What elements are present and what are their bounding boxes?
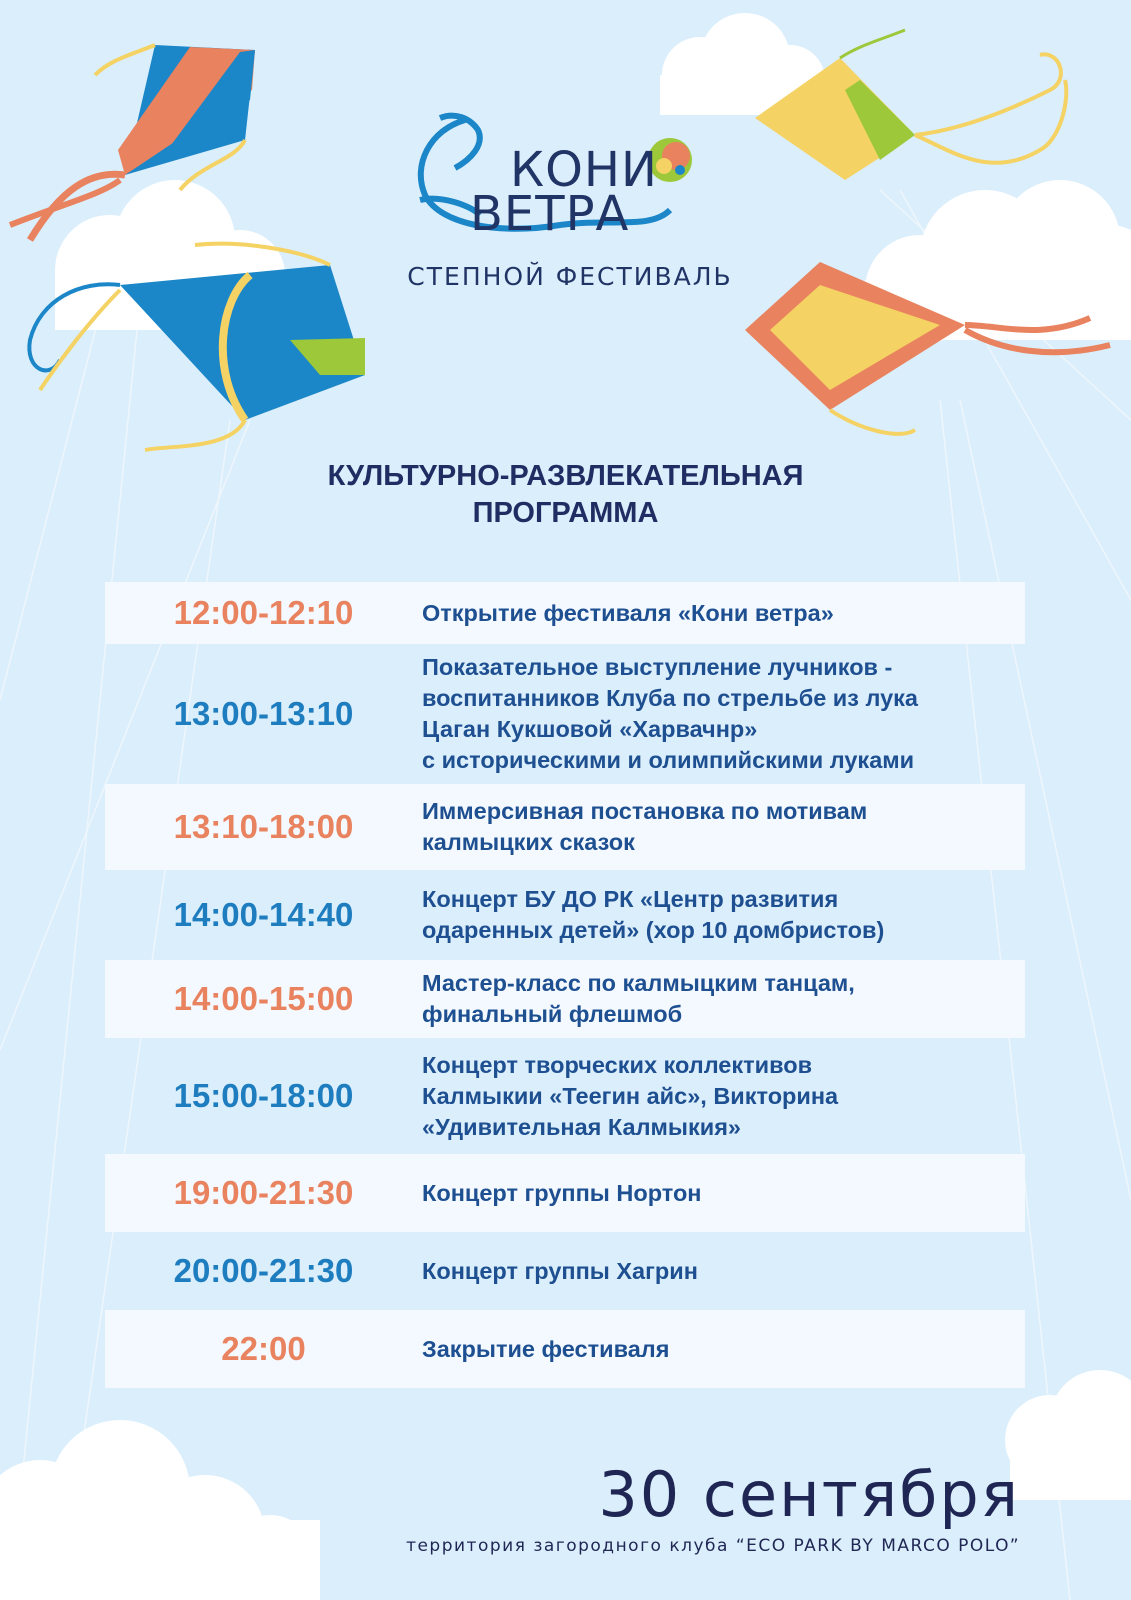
schedule-event: Концерт группы Хагрин (422, 1257, 698, 1284)
schedule-row (105, 1038, 1025, 1154)
schedule-time: 13:10-18:00 (173, 808, 354, 845)
schedule-row (105, 960, 1025, 1038)
schedule-time: 13:00-13:10 (173, 695, 354, 732)
schedule-event: Иммерсивная постановка по мотивам калмыцких сказок (422, 798, 868, 855)
schedule-event: Открытие фестиваля «Кони ветра» (422, 599, 834, 626)
schedule-row (105, 870, 1025, 960)
logo-title-line1: КОНИ (510, 142, 658, 198)
schedule-event: Концерт творческих коллективов Калмыкии «Теегин айс», Викторина «Удивительная Калмыкия» (422, 1051, 839, 1140)
schedule-event: Концерт БУ ДО РК «Центр развития одаренных детей» (хор 10 домбристов) (422, 886, 885, 943)
schedule-row (105, 1232, 1025, 1310)
logo-title-line2: ВЕТРА (470, 186, 630, 242)
schedule-time: 12:00-12:10 (173, 594, 354, 631)
schedule-table (105, 582, 1025, 1388)
schedule-event: Показательное выступление лучников - воспитанников Клуба по стрельбе из лука Цаган Кукшовой «Харвачнр» с историческими и олимпийскими луками (422, 654, 918, 773)
schedule-time: 19:00-21:30 (173, 1174, 354, 1211)
schedule-row (105, 1310, 1025, 1388)
schedule-time: 22:00 (221, 1330, 306, 1367)
schedule-event: Закрытие фестиваля (422, 1335, 670, 1362)
program-title (0, 458, 1131, 532)
event-date: 30 сентября (598, 1458, 1020, 1531)
schedule-event: Концерт группы Нортон (422, 1179, 702, 1206)
schedule-time: 15:00-18:00 (173, 1077, 354, 1114)
schedule-row (105, 644, 1025, 784)
program-title-line1: КУЛЬТУРНО-РАЗВЛЕКАТЕЛЬНАЯ (327, 460, 804, 492)
schedule-time: 14:00-14:40 (173, 896, 354, 933)
schedule-row (105, 784, 1025, 870)
schedule-time: 14:00-15:00 (173, 980, 354, 1017)
schedule-time: 20:00-21:30 (173, 1252, 354, 1289)
event-venue: территория загородного клуба “ECO PARK BY MARCO POLO” (406, 1536, 1020, 1556)
program-title-line2: ПРОГРАММА (472, 497, 659, 529)
schedule-row (105, 582, 1025, 644)
festival-logo (407, 110, 733, 300)
schedule-row (105, 1154, 1025, 1232)
schedule-event: Мастер-класс по калмыцким танцам, финальный флешмоб (422, 970, 855, 1027)
festival-subtitle: СТЕПНОЙ ФЕСТИВАЛЬ (407, 262, 733, 291)
